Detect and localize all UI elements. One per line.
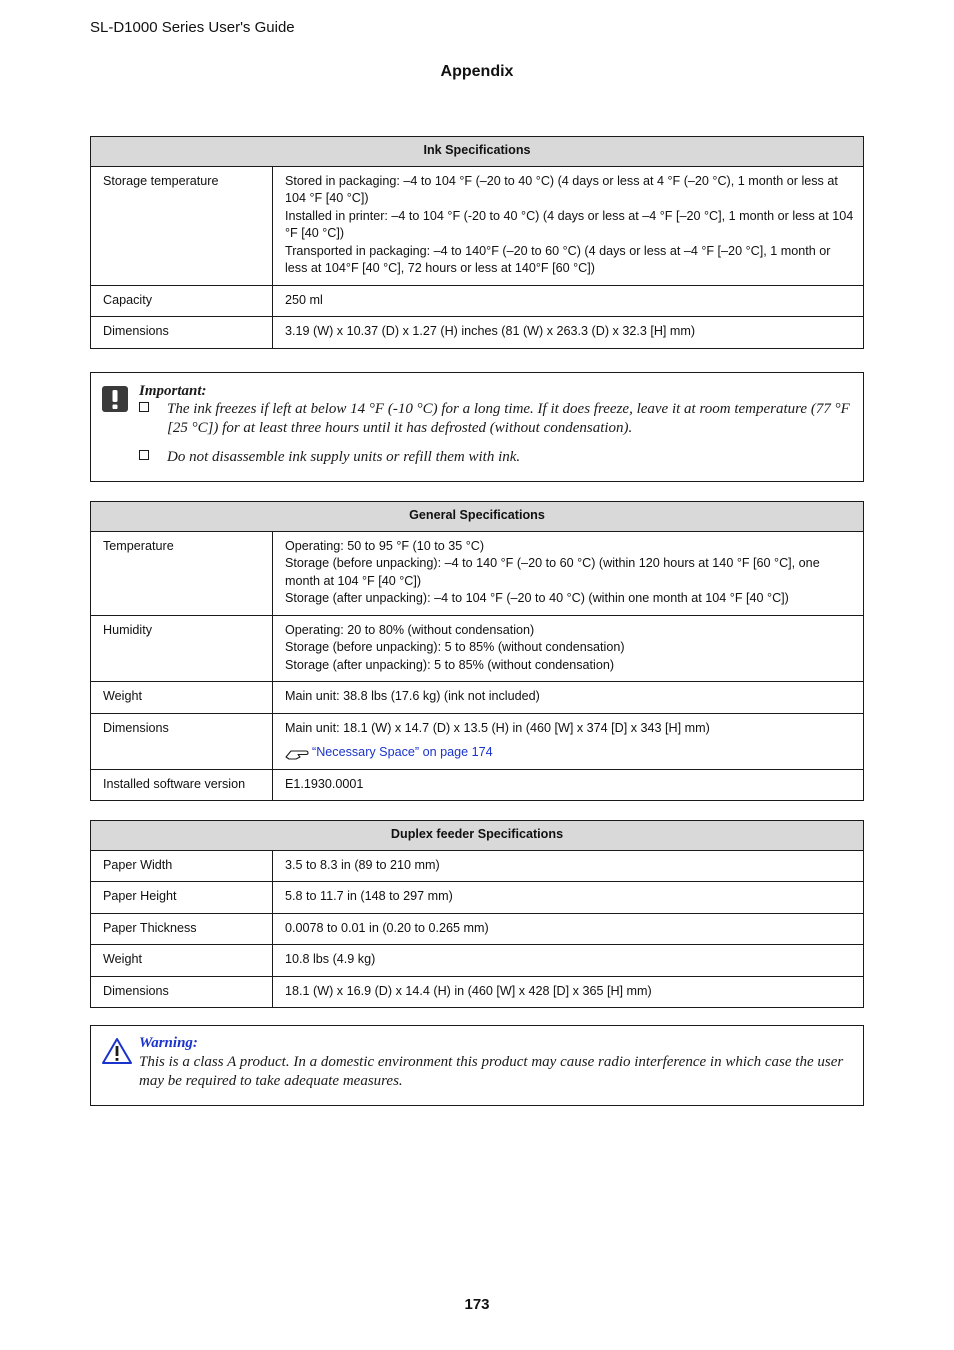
value-line: Operating: 50 to 95 °F (10 to 35 °C): [285, 538, 485, 553]
row-value: 3.5 to 8.3 in (89 to 210 mm): [273, 850, 864, 882]
duplex-spec-table: [90, 820, 864, 1008]
general-spec-table: [90, 501, 864, 801]
value-line: Installed in printer: –4 to 104 °F (-20 to 40 °C) (4 days or less at –4 °F [–20 °C], 1 month or less at 104 °F [40 °C]): [285, 208, 854, 240]
row-label: Dimensions: [91, 317, 273, 349]
section-title: Appendix: [440, 63, 514, 80]
note-text: The ink freezes if left at below 14 °F (-10 °C) for a long time. If it does freeze, leave it at room temperature (77 °F [25 °C]) for at least three hours until it has defrosted (without condensation).: [167, 401, 850, 436]
table-row: [91, 976, 864, 1008]
table-row: [91, 166, 864, 285]
row-value: [273, 713, 864, 769]
row-value: E1.1930.0001: [273, 769, 864, 801]
row-value: [273, 166, 864, 285]
table-row: [91, 945, 864, 977]
table-row: [91, 913, 864, 945]
important-heading: Important:: [139, 383, 207, 399]
value-line: Main unit: 18.1 (W) x 14.7 (D) x 13.5 (H) in (460 [W] x 374 [D] x 343 [H] mm): [285, 720, 710, 735]
pointing-hand-icon: [285, 746, 309, 760]
row-value: 3.19 (W) x 10.37 (D) x 1.27 (H) inches (81 (W) x 263.3 (D) x 32.3 [H] mm): [273, 317, 864, 349]
value-line: Storage (before unpacking): 5 to 85% (without condensation): [285, 640, 625, 654]
row-value: [273, 615, 864, 682]
warning-note: [90, 1025, 864, 1106]
row-value: 0.0078 to 0.01 in (0.20 to 0.265 mm): [273, 913, 864, 945]
value-line: Storage (after unpacking): 5 to 85% (without condensation): [285, 657, 615, 672]
table-heading: General Specifications: [91, 502, 864, 532]
list-item: [139, 448, 853, 467]
value-line: Storage (before unpacking): –4 to 140 °F (–20 to 60 °C) (within 120 hours at 140 °F [60 °C], one month at 104 °F [40 °C]): [285, 556, 820, 588]
table-row: [91, 285, 864, 317]
warning-triangle-icon: [101, 1037, 133, 1071]
table-row: [91, 882, 864, 914]
table-row: [91, 713, 864, 769]
row-label: Weight: [91, 682, 273, 714]
doc-title: SL-D1000 Series User's Guide: [90, 19, 295, 36]
row-value: 18.1 (W) x 16.9 (D) x 14.4 (H) in (460 [W] x 428 [D] x 365 [H] mm): [273, 976, 864, 1008]
table-row: [91, 317, 864, 349]
row-label: Capacity: [91, 285, 273, 317]
row-label: Storage temperature: [91, 166, 273, 285]
warning-text: This is a class A product. In a domestic environment this product may cause radio interference in which case the user may be required to take adequate measures.: [139, 1054, 844, 1089]
row-label: Paper Thickness: [91, 913, 273, 945]
row-label: Weight: [91, 945, 273, 977]
row-value: 5.8 to 11.7 in (148 to 297 mm): [273, 882, 864, 914]
cross-reference[interactable]: [285, 744, 855, 762]
checkbox-bullet-icon: [139, 450, 149, 460]
table-row: [91, 682, 864, 714]
ink-spec-table: [90, 136, 864, 349]
value-line: Storage (after unpacking): –4 to 104 °F (–20 to 40 °C) (within one month at 104 °F [40 °C]): [285, 591, 789, 605]
table-row: [91, 531, 864, 615]
list-item: [139, 400, 853, 438]
value-line: Operating: 20 to 80% (without condensation): [285, 622, 535, 637]
row-label: Installed software version: [91, 769, 273, 801]
row-label: Dimensions: [91, 713, 273, 769]
row-value: 10.8 lbs (4.9 kg): [273, 945, 864, 977]
row-value: 250 ml: [273, 285, 864, 317]
exclamation-icon: [102, 386, 128, 418]
row-value: Main unit: 38.8 lbs (17.6 kg) (ink not included): [273, 682, 864, 714]
note-text: Do not disassemble ink supply units or refill them with ink.: [167, 449, 521, 465]
table-heading: Ink Specifications: [91, 137, 864, 167]
row-label: Paper Height: [91, 882, 273, 914]
row-label: Temperature: [91, 531, 273, 615]
important-note: [90, 372, 864, 482]
table-row: [91, 769, 864, 801]
checkbox-bullet-icon: [139, 402, 149, 412]
row-label: Humidity: [91, 615, 273, 682]
table-heading: Duplex feeder Specifications: [91, 821, 864, 851]
row-label: Paper Width: [91, 850, 273, 882]
necessary-space-link[interactable]: “Necessary Space” on page 174: [312, 745, 493, 759]
page-number: 173: [464, 1296, 490, 1313]
table-row: [91, 615, 864, 682]
value-line: Stored in packaging: –4 to 104 °F (–20 to 40 °C) (4 days or less at 4 °F (–20 °C), 1 month or less at 104 °F [40 °C]): [285, 173, 838, 205]
row-label: Dimensions: [91, 976, 273, 1008]
value-line: Transported in packaging: –4 to 140°F (–20 to 60 °C) (4 days or less at –4 °F [–20 °C], 1 month or less at 104°F [40 °C], 72 hours or less at 140°F [60 °C]): [285, 243, 831, 275]
warning-heading: Warning:: [139, 1035, 198, 1051]
row-value: [273, 531, 864, 615]
table-row: [91, 850, 864, 882]
